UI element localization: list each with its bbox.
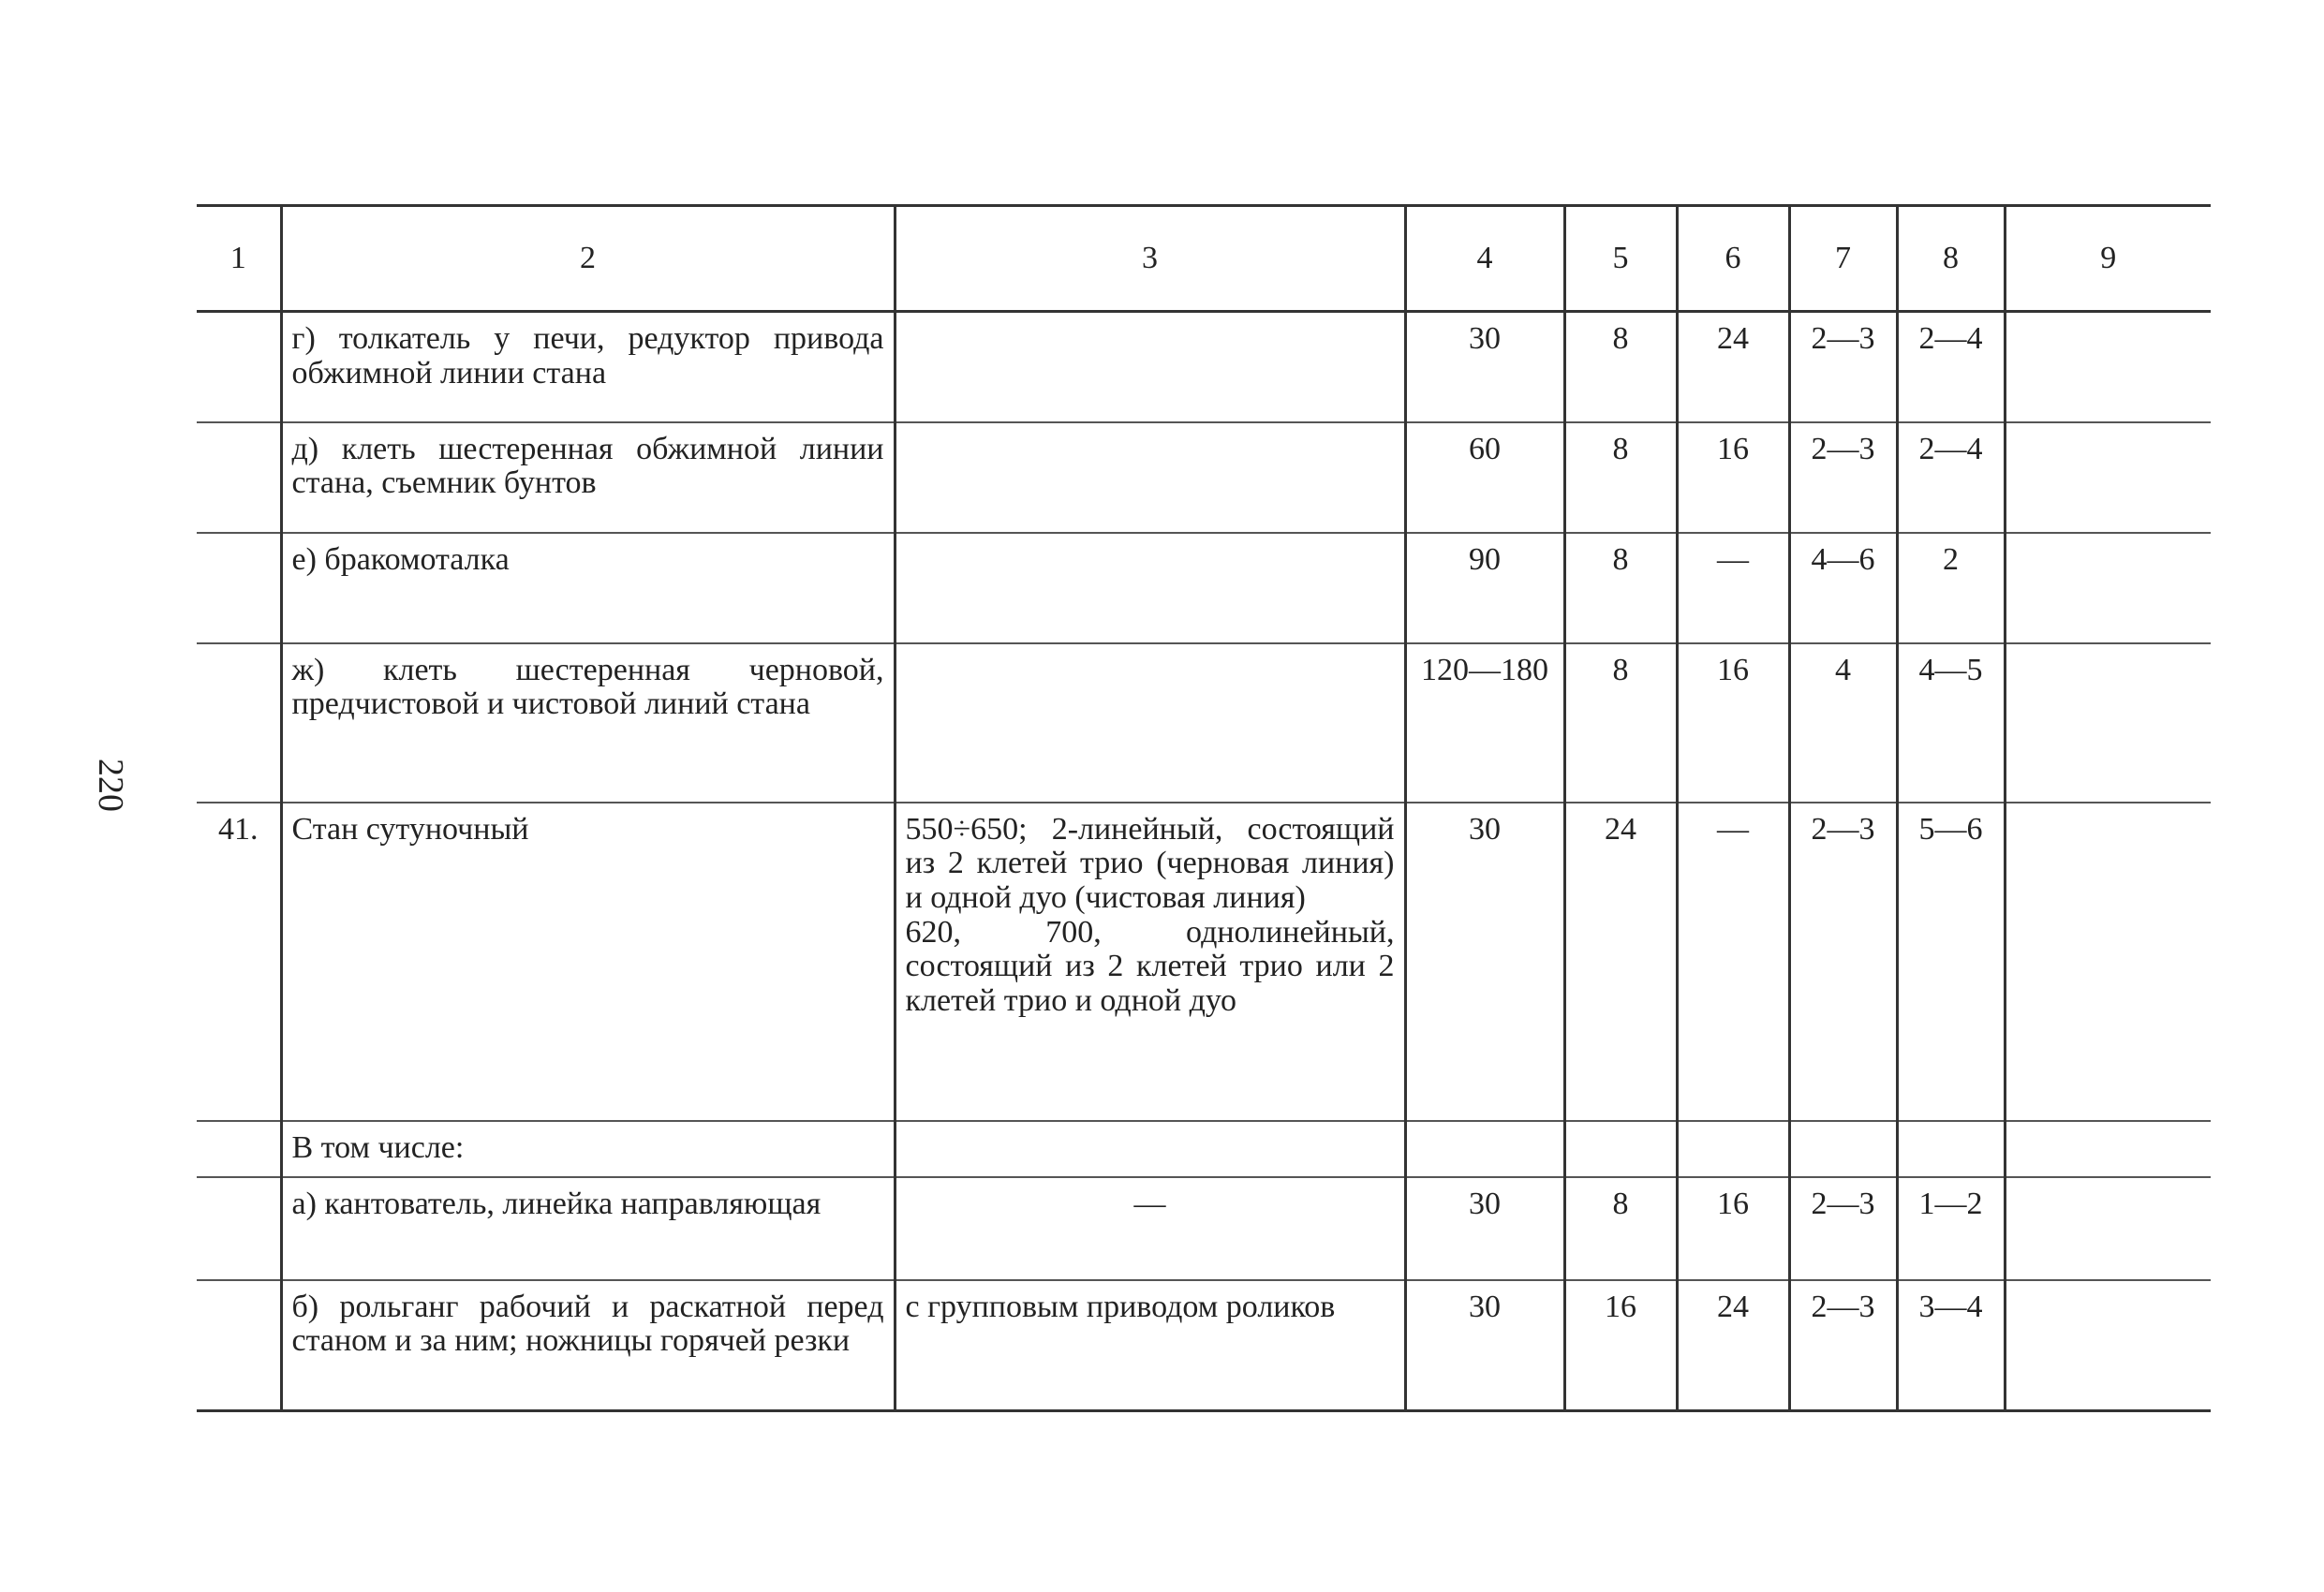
cell-col-8: 1—2 — [1897, 1177, 2005, 1280]
cell-col-3 — [895, 1121, 1405, 1177]
cell-col-1 — [197, 312, 281, 422]
cell-col-4: 90 — [1405, 533, 1564, 643]
cell-col-7: 2—3 — [1789, 312, 1897, 422]
cell-col-5: 8 — [1564, 643, 1677, 803]
cell-col-9 — [2005, 643, 2211, 803]
cell-col-3 — [895, 312, 1405, 422]
cell-col-7: 4—6 — [1789, 533, 1897, 643]
cell-col-6: 16 — [1677, 422, 1789, 533]
cell-col-4: 120—180 — [1405, 643, 1564, 803]
page-number: 220 — [91, 759, 130, 812]
cell-col-2: б) рольганг рабочий и раскатной перед станом и за ним; ножницы горячей резки — [281, 1280, 895, 1411]
cell-col-5 — [1564, 1121, 1677, 1177]
table-row — [197, 803, 2211, 1121]
cell-col-9 — [2005, 1177, 2211, 1280]
header-col-4: 4 — [1405, 206, 1564, 312]
cell-col-5: 16 — [1564, 1280, 1677, 1411]
cell-col-7: 2—3 — [1789, 1177, 1897, 1280]
cell-col-4: 30 — [1405, 1280, 1564, 1411]
cell-col-2: е) бракомоталка — [281, 533, 895, 643]
cell-col-1: 41. — [218, 811, 259, 847]
cell-col-1 — [197, 1280, 281, 1411]
cell-col-1 — [197, 422, 281, 533]
cell-col-8: 4—5 — [1897, 643, 2005, 803]
cell-col-7: 2—3 — [1789, 422, 1897, 533]
cell-col-6: 16 — [1677, 1177, 1789, 1280]
cell-col-6: — — [1677, 533, 1789, 643]
cell-col-1 — [197, 643, 281, 803]
cell-col-2: Стан сутуночный — [281, 803, 895, 1121]
header-col-8: 8 — [1897, 206, 2005, 312]
header-col-2: 2 — [281, 206, 895, 312]
header-col-3: 3 — [895, 206, 1405, 312]
cell-col-2: а) кантователь, линейка направляющая — [281, 1177, 895, 1280]
table-row — [197, 533, 2211, 643]
cell-col-6: 16 — [1677, 643, 1789, 803]
cell-col-3: 550÷650; 2-линейный, состоящий из 2 клетей трио (черновая линия) и одной дуо (чистовая линия) 620, 700, однолинейный, состоящий из 2 клетей трио или 2 клетей трио и одной дуо — [895, 803, 1405, 1121]
header-col-1: 1 — [197, 206, 281, 312]
cell-col-1 — [197, 533, 281, 643]
cell-col-7: 4 — [1789, 643, 1897, 803]
cell-col-6: 24 — [1677, 1280, 1789, 1411]
cell-col-5: 8 — [1564, 312, 1677, 422]
cell-col-6 — [1677, 1121, 1789, 1177]
cell-col-7 — [1789, 1121, 1897, 1177]
cell-col-8: 2—4 — [1897, 422, 2005, 533]
cell-col-8: 3—4 — [1897, 1280, 2005, 1411]
cell-col-5: 8 — [1564, 422, 1677, 533]
cell-col-6: 24 — [1677, 312, 1789, 422]
cell-col-8 — [1897, 1121, 2005, 1177]
cell-col-7: 2—3 — [1789, 803, 1897, 1121]
header-col-6: 6 — [1677, 206, 1789, 312]
cell-col-9 — [2005, 803, 2211, 1121]
cell-col-9 — [2005, 1280, 2211, 1411]
cell-col-3 — [895, 643, 1405, 803]
cell-col-1 — [197, 1121, 281, 1177]
cell-col-5: 24 — [1564, 803, 1677, 1121]
cell-col-4: 30 — [1405, 1177, 1564, 1280]
cell-col-2: д) клеть шестеренная обжимной линии стана, съемник бунтов — [281, 422, 895, 533]
cell-col-5: 8 — [1564, 1177, 1677, 1280]
cell-col-7: 2—3 — [1789, 1280, 1897, 1411]
table-row — [197, 1177, 2211, 1280]
header-col-5: 5 — [1564, 206, 1677, 312]
cell-col-9 — [2005, 1121, 2211, 1177]
cell-col-4: 60 — [1405, 422, 1564, 533]
cell-col-3 — [895, 533, 1405, 643]
header-col-9: 9 — [2005, 206, 2211, 312]
cell-col-8: 2—4 — [1897, 312, 2005, 422]
header-row — [197, 206, 2211, 312]
table-row — [197, 1121, 2211, 1177]
cell-col-4: 30 — [1405, 312, 1564, 422]
cell-col-1 — [197, 1177, 281, 1280]
cell-col-5: 8 — [1564, 533, 1677, 643]
norms-table — [197, 204, 2211, 1412]
cell-col-3 — [895, 422, 1405, 533]
cell-col-6: — — [1677, 803, 1789, 1121]
cell-col-4 — [1405, 1121, 1564, 1177]
table-row — [197, 312, 2211, 422]
cell-col-9 — [2005, 422, 2211, 533]
cell-col-2: В том числе: — [281, 1121, 895, 1177]
cell-col-8: 5—6 — [1897, 803, 2005, 1121]
header-col-7: 7 — [1789, 206, 1897, 312]
cell-col-3: с групповым приводом роликов — [895, 1280, 1405, 1411]
cell-col-9 — [2005, 533, 2211, 643]
table-row — [197, 643, 2211, 803]
cell-col-2: ж) клеть шестеренная черновой, предчистовой и чистовой линий стана — [281, 643, 895, 803]
cell-col-3: — — [895, 1177, 1405, 1280]
cell-col-9 — [2005, 312, 2211, 422]
cell-col-2: г) толкатель у печи, редуктор привода обжимной линии стана — [281, 312, 895, 422]
cell-col-8: 2 — [1897, 533, 2005, 643]
table-row — [197, 1280, 2211, 1411]
table-row — [197, 422, 2211, 533]
cell-col-4: 30 — [1405, 803, 1564, 1121]
